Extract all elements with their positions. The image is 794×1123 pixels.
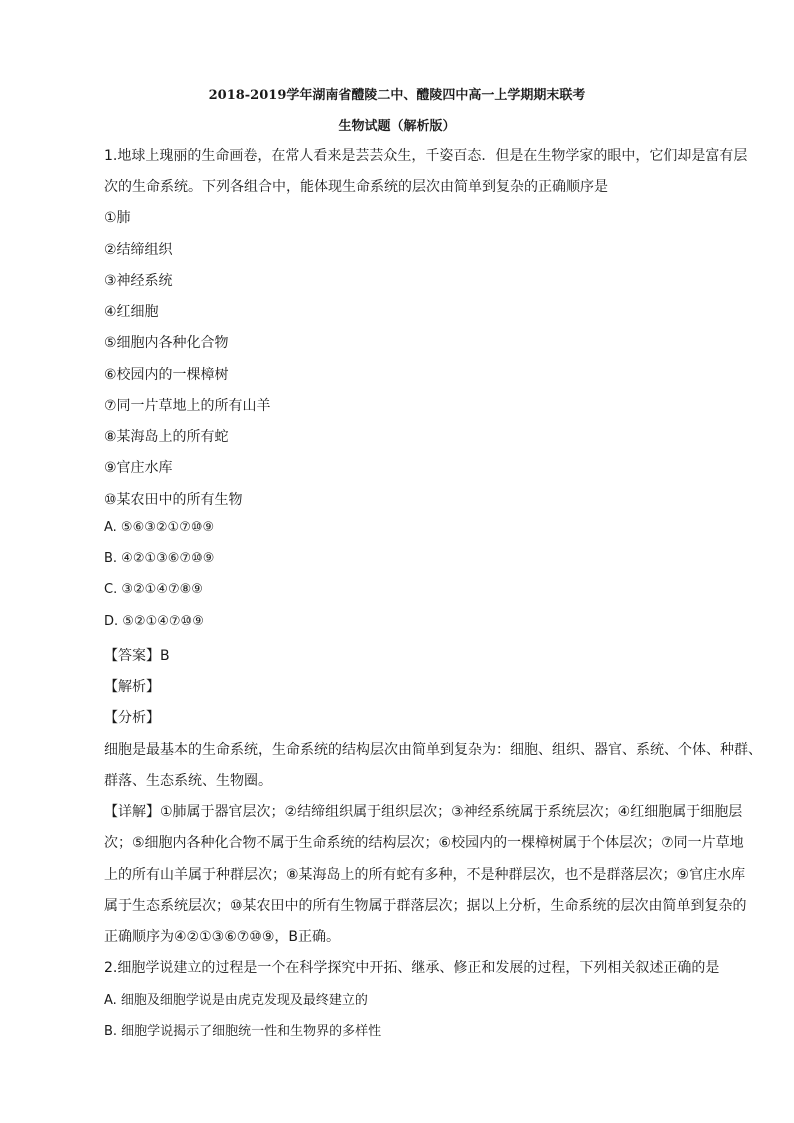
q1-item: ⑧某海岛上的所有蛇 bbox=[104, 429, 229, 445]
q1-option-d: D. ⑤②①④⑦⑩⑨ bbox=[104, 614, 204, 629]
q1-item: ⑥校园内的一棵樟树 bbox=[104, 367, 229, 383]
q2-option-b: B. 细胞学说揭示了细胞统一性和生物界的多样性 bbox=[104, 1024, 382, 1039]
q1-detail-line-4: 属于生态系统层次；⑩某农田中的所有生物属于群落层次；据以上分析，生命系统的层次由简单到复杂的 bbox=[104, 898, 747, 914]
q1-item: ⑤细胞内各种化合物 bbox=[104, 335, 229, 351]
document-subtitle: 生物试题（解析版） bbox=[338, 119, 456, 134]
q1-item: ⑦同一片草地上的所有山羊 bbox=[104, 398, 271, 414]
q1-fenxi-line-2: 群落、生态系统、生物圈。 bbox=[104, 773, 272, 789]
q2-option-a: A. 细胞及细胞学说是由虎克发现及最终建立的 bbox=[104, 993, 368, 1008]
q1-item: ⑨官庄水库 bbox=[104, 460, 173, 476]
q1-option-c: C. ③②①④⑦⑧⑨ bbox=[104, 582, 203, 597]
q1-stem-line-1: 1.地球上瑰丽的生命画卷，在常人看来是芸芸众生，千姿百态．但是在生物学家的眼中，它们却是富有层 bbox=[104, 148, 748, 164]
q1-detail-line-3: 上的所有山羊属于种群层次；⑧某海岛上的所有蛇有多种，不是种群层次，也不是群落层次；⑨官庄水库 bbox=[104, 867, 746, 883]
q2-stem: 2.细胞学说建立的过程是一个在科学探究中开拓、继承、修正和发展的过程，下列相关叙述正确的是 bbox=[104, 960, 720, 976]
q1-answer: 【答案】B bbox=[104, 648, 170, 664]
q1-fenxi-line-1: 细胞是最基本的生命系统，生命系统的结构层次由简单到复杂为：细胞、组织、器官、系统、个体、种群、 bbox=[104, 742, 762, 758]
q1-analysis-label: 【解析】 bbox=[104, 679, 160, 695]
q1-fenxi-label: 【分析】 bbox=[104, 710, 160, 726]
q1-option-b: B. ④②①③⑥⑦⑩⑨ bbox=[104, 551, 215, 566]
q1-stem-line-2: 次的生命系统。下列各组合中，能体现生命系统的层次由简单到复杂的正确顺序是 bbox=[104, 179, 608, 195]
q1-detail-line-5: 正确顺序为④②①③⑥⑦⑩⑨，B正确。 bbox=[104, 929, 341, 945]
q1-item: ⑩某农田中的所有生物 bbox=[104, 492, 243, 508]
q1-item: ④红细胞 bbox=[104, 304, 159, 320]
q1-item: ③神经系统 bbox=[104, 273, 173, 289]
q1-item: ①肺 bbox=[104, 210, 131, 226]
q1-option-a: A. ⑤⑥③②①⑦⑩⑨ bbox=[104, 520, 215, 535]
q1-item: ②结缔组织 bbox=[104, 242, 173, 258]
document-title: 2018-2019学年湖南省醴陵二中、醴陵四中高一上学期期末联考 bbox=[208, 88, 586, 103]
q1-detail-line-2: 次；⑤细胞内各种化合物不属于生命系统的结构层次；⑥校园内的一棵樟树属于个体层次；⑦同一片草地 bbox=[104, 835, 744, 851]
q1-detail-line-1: 【详解】①肺属于器官层次；②结缔组织属于组织层次；③神经系统属于系统层次；④红细胞属于细胞层 bbox=[104, 804, 743, 820]
